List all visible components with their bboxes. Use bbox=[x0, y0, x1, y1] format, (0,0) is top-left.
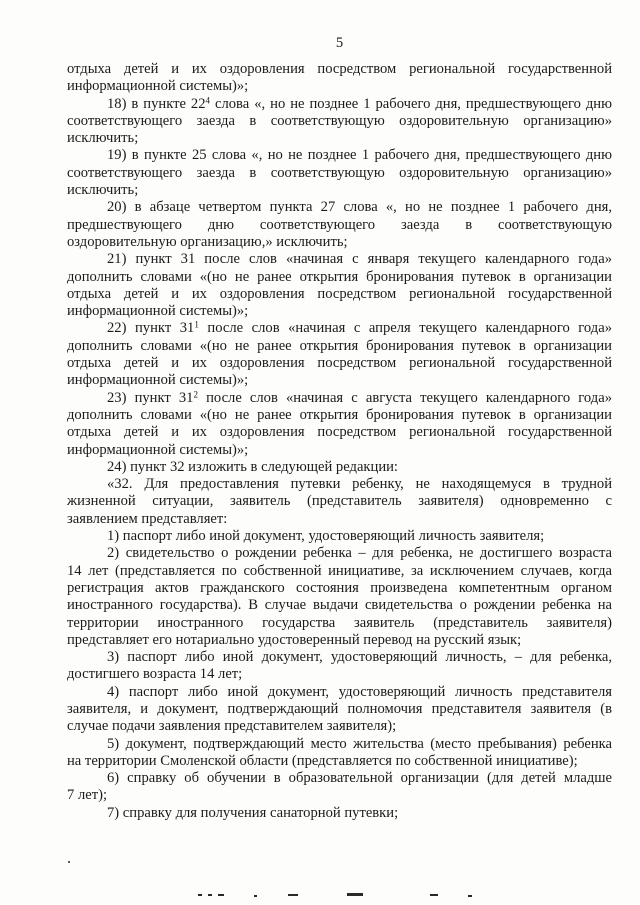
text-line: исключить; bbox=[67, 130, 139, 147]
text-line: 1) паспорт либо иной документ, удостоверяющий личность заявителя; bbox=[107, 528, 545, 545]
scan-artifact bbox=[254, 895, 257, 897]
document-list-item-6 bbox=[67, 770, 612, 805]
text-line: представляет его нотариально удостоверенный перевод на русский язык; bbox=[67, 631, 522, 648]
text-line: 5) документ, подтверждающий место жительства (место пребывания) ребенка bbox=[107, 735, 612, 752]
text-line: регистрация актов гражданского состояния произведена компетентным органом bbox=[67, 579, 612, 596]
text-line: 19) в пункте 25 слова «, но не позднее 1 рабочего дня, предшествующего дню bbox=[107, 147, 612, 164]
superscript: 2 bbox=[193, 389, 198, 400]
text-line: 24) пункт 32 изложить в следующей редакции: bbox=[107, 458, 398, 475]
text-line: отдыха детей и их оздоровления посредством региональной государственной bbox=[67, 424, 612, 441]
scan-artifact bbox=[288, 894, 298, 896]
superscript: 4 bbox=[205, 95, 211, 106]
text-line: случае подачи заявления представителем заявителя); bbox=[67, 718, 397, 735]
text-line: исключить; bbox=[67, 182, 139, 199]
text-line: дополнить словами «(но не ранее открытия бронирования путевок в организации bbox=[67, 337, 612, 354]
document-list-item-1 bbox=[67, 528, 612, 545]
text-line: оздоровительную организацию,» исключить; bbox=[67, 233, 348, 250]
text-line: предшествующего дню соответствующего заезда в соответствующую bbox=[67, 216, 612, 233]
text-line: дополнить словами «(но не ранее открытия бронирования путевок в организации bbox=[67, 406, 612, 423]
text-line: соответствующего заезда в соответствующую оздоровительную организацию» bbox=[67, 112, 612, 129]
document-body bbox=[67, 61, 612, 822]
text-line: на территории Смоленской области (представляется по собственной инициативе); bbox=[67, 752, 578, 769]
text-line: дополнить словами «(но не ранее открытия бронирования путевок в организации bbox=[67, 268, 612, 285]
text-line: отдыха детей и их оздоровления посредством региональной государственной bbox=[67, 355, 612, 372]
text-line: территории иностранного государства заявитель (представитель заявителя) bbox=[67, 614, 612, 631]
amendment-item-24 bbox=[67, 459, 612, 476]
text-line: заявлением представляет: bbox=[67, 510, 228, 527]
text-line: 14 лет (представляется по собственной инициативе, за исключением случаев, когда bbox=[67, 562, 612, 579]
text-line: информационной системы)»; bbox=[67, 372, 249, 389]
text-line: информационной системы)»; bbox=[67, 78, 249, 95]
text-line: 20) в абзаце четвертом пункта 27 слова «, но не позднее 1 рабочего дня, bbox=[107, 199, 612, 216]
amendment-item-22 bbox=[67, 320, 612, 389]
text-segment: 23) пункт 31 bbox=[107, 389, 194, 406]
amendment-item-21 bbox=[67, 251, 612, 320]
text-line: соответствующего заезда в соответствующую оздоровительную организацию» bbox=[67, 164, 612, 181]
paragraph-continuation bbox=[67, 61, 612, 96]
text-segment: после слов «начиная с апреля текущего календарного года» bbox=[198, 320, 612, 337]
clause-32-intro bbox=[67, 476, 612, 528]
text-line: жизненной ситуации, заявитель (представитель заявителя) одновременно с bbox=[67, 493, 612, 510]
text-segment: слова «, но не позднее 1 рабочего дня, предшествующего дню bbox=[210, 95, 612, 112]
amendment-item-19 bbox=[67, 147, 612, 199]
text-segment: 18) в пункте 22 bbox=[107, 95, 206, 112]
document-list-item-5 bbox=[67, 736, 612, 771]
text-line bbox=[67, 390, 612, 407]
text-line: иностранного государства). В случае выдачи свидетельства о рождении ребенка на bbox=[67, 597, 612, 614]
scan-artifact bbox=[218, 894, 224, 896]
page-number: 5 bbox=[335, 35, 344, 51]
text-line: заявителя, и документ, подтверждающий полномочия представителя заявителя (в bbox=[67, 700, 612, 717]
text-line: достигшего возраста 14 лет; bbox=[67, 666, 243, 683]
text-line bbox=[67, 320, 612, 337]
text-segment: 22) пункт 31 bbox=[107, 320, 195, 337]
amendment-item-23 bbox=[67, 390, 612, 459]
scan-artifact bbox=[208, 894, 212, 896]
text-line: 2) свидетельство о рождении ребенка – для ребенка, не достигшего возраста bbox=[107, 545, 612, 562]
scan-artifact bbox=[68, 861, 70, 863]
text-line: 4) паспорт либо иной документ, удостоверяющий личность представителя bbox=[107, 683, 612, 700]
amendment-item-20 bbox=[67, 199, 612, 251]
text-line: 7 лет); bbox=[67, 787, 107, 804]
scan-artifact bbox=[347, 893, 363, 896]
text-line: 3) паспорт либо иной документ, удостоверяющий личность, – для ребенка, bbox=[107, 649, 612, 666]
amendment-item-18 bbox=[67, 96, 612, 148]
text-line: информационной системы)»; bbox=[67, 441, 249, 458]
text-line: 6) справку об обучении в образовательной организации (для детей младше bbox=[107, 770, 612, 787]
text-line: «32. Для предоставления путевки ребенку, не находящемуся в трудной bbox=[107, 476, 612, 493]
document-list-item-3 bbox=[67, 649, 612, 684]
document-list-item-2 bbox=[67, 545, 612, 649]
text-line: отдыха детей и их оздоровления посредством региональной государственной bbox=[67, 61, 612, 77]
text-line: информационной системы)»; bbox=[67, 303, 249, 320]
text-line: 21) пункт 31 после слов «начиная с января текущего календарного года» bbox=[107, 251, 612, 268]
scan-artifact bbox=[198, 894, 202, 896]
superscript: 1 bbox=[194, 319, 199, 330]
document-list-item-4 bbox=[67, 684, 612, 736]
text-line: 7) справку для получения санаторной путевки; bbox=[107, 804, 399, 821]
document-list-item-7 bbox=[67, 805, 612, 822]
text-line bbox=[67, 96, 612, 113]
text-segment: после слов «начиная с августа текущего календарного года» bbox=[197, 389, 612, 406]
scan-artifact bbox=[468, 895, 472, 897]
text-line: отдыха детей и их оздоровления посредством региональной государственной bbox=[67, 285, 612, 302]
scan-artifact bbox=[430, 894, 438, 896]
